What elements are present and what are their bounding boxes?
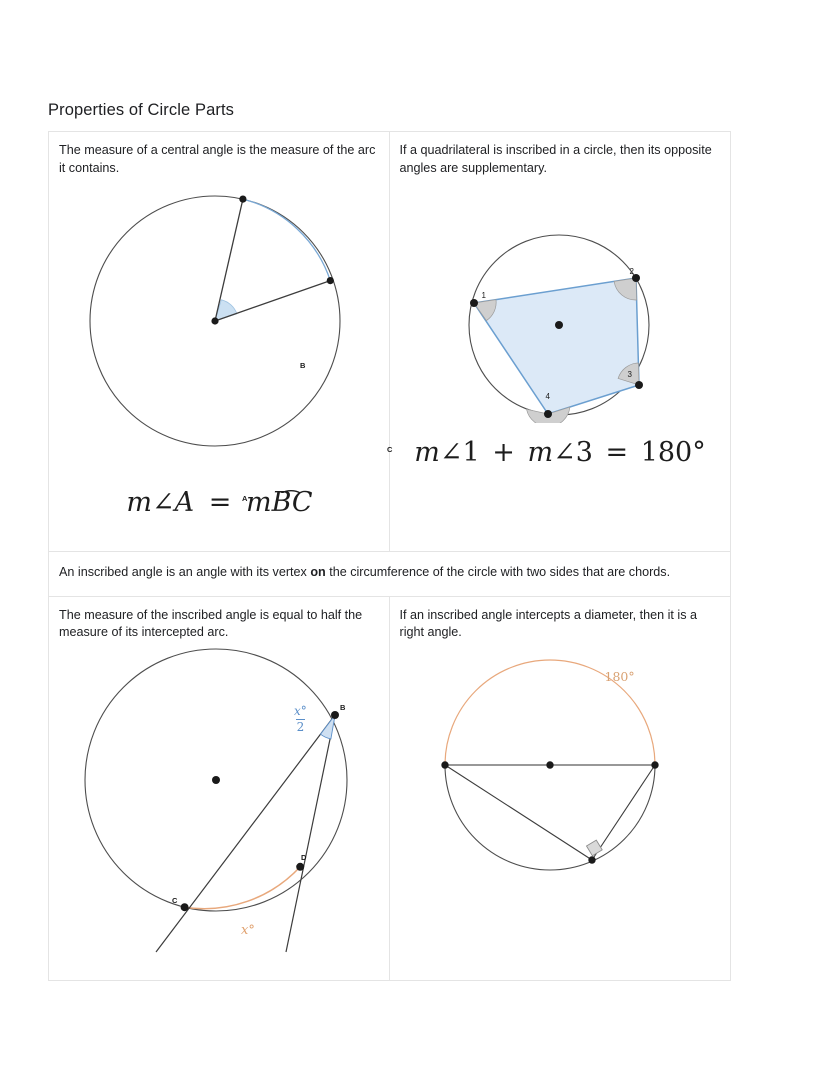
- properties-table: [48, 131, 731, 981]
- label-point-c: C: [172, 895, 178, 905]
- cell-central-angle-text: The measure of a central angle is the measure of the arc it contains.: [59, 143, 376, 175]
- angle-fraction-label: [294, 705, 307, 734]
- line-bc: [156, 715, 335, 952]
- diameter-right-angle-figure-area: [390, 642, 731, 980]
- formula-central-angle-text: m∠A = m BC: [126, 487, 313, 518]
- cell-cyclic-quadrilateral: [390, 132, 731, 551]
- central-angle-circle-svg: [71, 181, 371, 471]
- angle-fraction-numerator: x°: [294, 703, 307, 718]
- formula-supplementary: [390, 439, 731, 466]
- vertex-right-angle: [588, 856, 595, 863]
- page-title: Properties of Circle Parts: [48, 101, 234, 119]
- diameter-right-angle-svg: [420, 650, 700, 900]
- arc-cd-highlight: [185, 866, 301, 908]
- point-a: [211, 317, 218, 324]
- cell-diameter-right-angle-text: If an inscribed angle intercepts a diameter, then it is a right angle.: [399, 607, 698, 639]
- arc-symbol-icon: [273, 488, 309, 493]
- label-point-b: B: [300, 361, 306, 370]
- point-c: [181, 903, 189, 911]
- vertex-1: [470, 299, 478, 307]
- definition-bold-word: on: [310, 565, 326, 579]
- vertex-3: [635, 381, 643, 389]
- arc-label-180: 180°: [604, 668, 635, 684]
- label-point-b: B: [340, 702, 346, 712]
- label-point-a: A: [242, 494, 248, 503]
- point-d: [296, 862, 304, 870]
- inscribed-angle-figure-area: [49, 642, 389, 980]
- right-angle-marker-icon: [586, 840, 602, 856]
- table-row: [49, 551, 730, 596]
- table-row: [49, 596, 730, 980]
- cell-inscribed-angle-half: [49, 597, 390, 980]
- center-point: [555, 321, 563, 329]
- center-point: [212, 776, 220, 784]
- definition-part-1: An inscribed angle is an angle with its vertex: [59, 565, 311, 579]
- point-c: [327, 277, 334, 284]
- inscribed-angle-svg: [71, 634, 371, 964]
- central-angle-figure-area: [49, 177, 393, 551]
- point-b: [239, 196, 246, 203]
- radius-ac: [215, 281, 330, 321]
- chord-right-leg: [592, 765, 655, 860]
- quadrilateral-shape: [474, 278, 639, 414]
- diameter-endpoint-right: [651, 761, 658, 768]
- label-angle-1: 1: [481, 291, 486, 300]
- cell-diameter-right-angle: [390, 597, 731, 980]
- label-point-d: D: [301, 852, 307, 862]
- point-b: [331, 711, 339, 719]
- label-point-c: C: [387, 445, 393, 454]
- cell-central-angle: [49, 132, 393, 551]
- center-point: [546, 761, 553, 768]
- vertex-4: [544, 410, 552, 418]
- arc-label-x: x°: [241, 922, 255, 938]
- cell-inscribed-angle-definition: [49, 552, 730, 596]
- definition-part-2: the circumference of the circle with two sides that are chords.: [325, 565, 671, 579]
- label-angle-2: 2: [629, 267, 634, 276]
- cell-cyclic-quadrilateral-text: If a quadrilateral is inscribed in a circle, then its opposite angles are supplementary.: [399, 143, 712, 175]
- cyclic-quadrilateral-figure-area: [390, 177, 731, 551]
- inscribed-angle-definition-text: [49, 552, 730, 596]
- angle-fraction-denominator: 2: [296, 719, 305, 734]
- line-bd: [286, 715, 335, 952]
- arc-bc-highlight: [243, 199, 330, 281]
- angle-mark-b: [321, 715, 336, 739]
- cyclic-quadrilateral-svg: [452, 233, 672, 423]
- cell-inscribed-angle-half-text: The measure of the inscribed angle is equal to half the measure of its intercepted arc.: [59, 607, 363, 639]
- lower-semicircle: [445, 765, 655, 870]
- label-angle-3: 3: [627, 370, 632, 379]
- table-row: [49, 132, 730, 551]
- diameter-endpoint-left: [441, 761, 448, 768]
- formula-supplementary-text: m∠1 + m∠3 = 180°: [414, 437, 706, 468]
- label-angle-4: 4: [545, 392, 550, 401]
- formula-central-angle: [49, 489, 390, 516]
- chord-left-leg: [445, 765, 592, 860]
